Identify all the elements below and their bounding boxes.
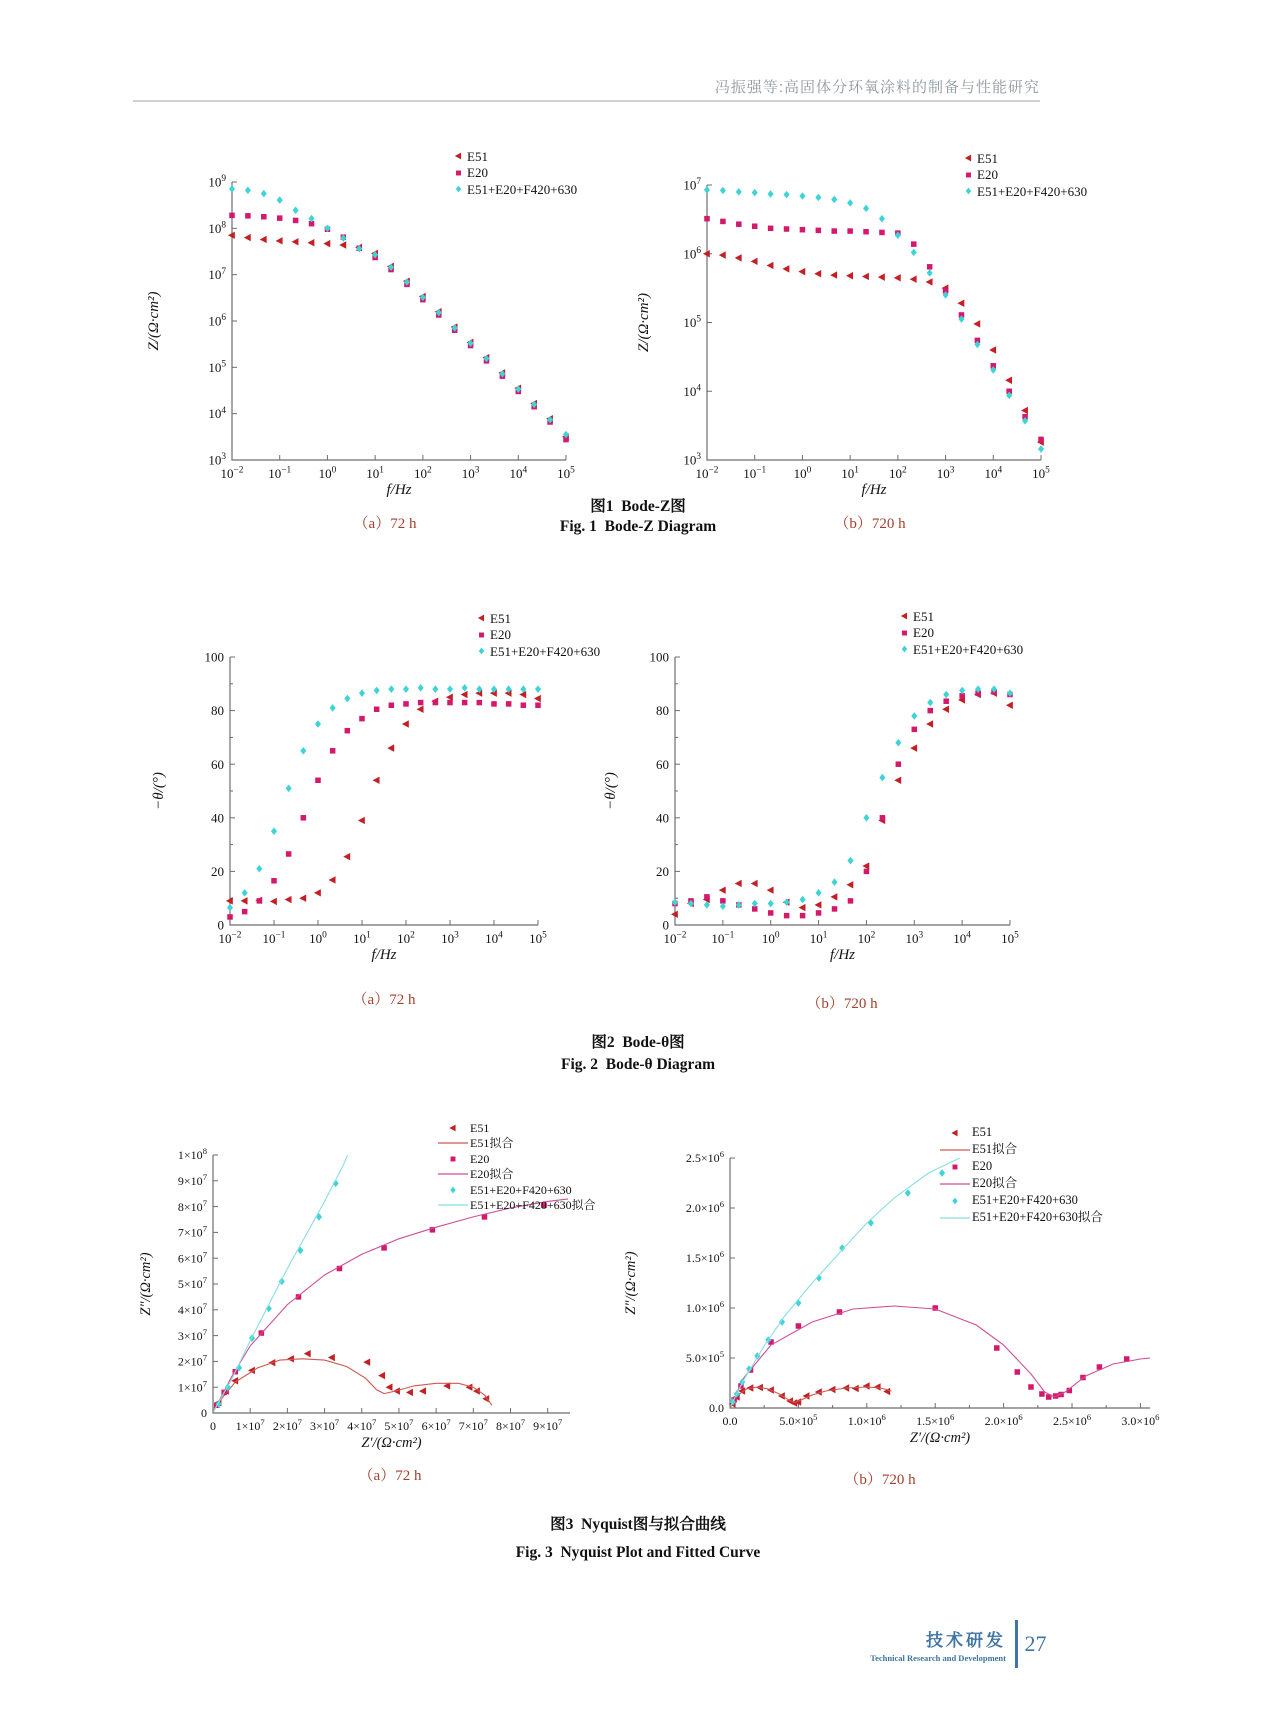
- svg-text:60: 60: [211, 756, 224, 772]
- svg-text:40: 40: [211, 810, 224, 826]
- svg-text:100: $10^0$: [309, 930, 327, 946]
- series-marker-icon: [452, 168, 465, 178]
- svg-text:1.5×106: $1.5\times 10^6$: [916, 1411, 955, 1428]
- legend-item: [438, 1198, 596, 1214]
- svg-text:105: $10^5$: [208, 359, 226, 375]
- svg-text:2.5×106: $2.5\times 10^6$: [685, 1149, 724, 1166]
- svg-text:1×108: $1\times 10^8$: [177, 1146, 207, 1163]
- svg-text:10−2: $10^{-2}$: [695, 465, 719, 481]
- svg-text:106: $10^6$: [683, 245, 701, 262]
- legend-label: E51+E20+F420+630: [913, 641, 1024, 657]
- svg-text:101: $10^1$: [841, 465, 859, 481]
- legend-label: E51+E20+F420+630: [977, 183, 1088, 199]
- svg-text:8×107: $8\times 10^7$: [177, 1197, 207, 1214]
- svg-text:f/Hz: f/Hz: [829, 947, 856, 963]
- svg-text:6×107: $6\times 10^7$: [421, 1416, 451, 1433]
- svg-text:104: $10^4$: [208, 405, 226, 422]
- legend-item: [475, 610, 600, 627]
- svg-text:Z′/(Ω·cm²): Z′/(Ω·cm²): [909, 1430, 971, 1446]
- legend-item: [940, 1158, 1103, 1175]
- svg-text:20: 20: [211, 863, 224, 879]
- series-marker-icon: [898, 611, 911, 621]
- svg-text:103: $10^3$: [441, 930, 459, 946]
- svg-text:0: 0: [217, 917, 224, 933]
- svg-text:0: 0: [210, 1419, 216, 1433]
- legend-item: [962, 150, 1087, 167]
- bode-z-720h-chart: [595, 160, 1065, 505]
- legend-item: [940, 1175, 1103, 1192]
- legend-label: E51+E20+F420+630: [490, 643, 601, 659]
- svg-text:103: $10^3$: [461, 465, 480, 481]
- svg-text:10−2: $10^{-2}$: [218, 930, 242, 946]
- legend-item: [475, 627, 600, 644]
- series-marker-icon: [940, 1196, 970, 1206]
- series-marker-icon: [475, 630, 488, 640]
- svg-text:104: $10^4$: [953, 930, 971, 946]
- series-marker-icon: [475, 613, 488, 623]
- fig3-title-cn: 图3 Nyquist图与拟合曲线: [550, 1516, 726, 1533]
- legend-item: [940, 1209, 1103, 1226]
- legend-label: E51: [490, 610, 511, 626]
- svg-text:109: $10^9$: [208, 174, 226, 190]
- series-marker-icon: [438, 1123, 468, 1133]
- svg-text:1.5×106: $1.5\times 10^6$: [685, 1249, 724, 1266]
- fig2-title-en: Fig. 2 Bode-θ Diagram: [560, 1056, 716, 1073]
- legend-label: E20拟合: [972, 1176, 1018, 1191]
- series-marker-icon: [940, 1162, 970, 1172]
- legend-item: [940, 1124, 1103, 1141]
- legend-label: E51+E20+F420+630: [972, 1193, 1078, 1208]
- fit-line-swatch-icon: [940, 1145, 970, 1155]
- fig1-title-cn: 图1 Bode-Z图: [590, 498, 686, 515]
- svg-text:100: $10^0$: [318, 465, 337, 481]
- svg-text:Z″/(Ω·cm²): Z″/(Ω·cm²): [623, 1251, 639, 1315]
- legend-label: E51: [470, 1120, 490, 1135]
- series-marker-icon: [475, 646, 488, 656]
- legend-item: [898, 625, 1023, 642]
- svg-text:40: 40: [656, 810, 669, 826]
- legend-label: E20: [972, 1159, 993, 1174]
- svg-text:1.0×106: $1.0\times 10^6$: [847, 1411, 886, 1428]
- legend-item: [438, 1182, 596, 1198]
- svg-text:103: $10^3$: [905, 930, 924, 946]
- svg-text:1×107: $1\times 10^7$: [235, 1416, 265, 1433]
- legend-label: E51拟合: [470, 1136, 514, 1151]
- fit-line-swatch-icon: [940, 1179, 970, 1189]
- svg-text:10−1: $10^{-1}$: [711, 930, 735, 946]
- svg-text:0: 0: [662, 917, 669, 933]
- fig2-title-cn: 图2 Bode-θ图: [591, 1034, 685, 1051]
- svg-text:100: 100: [649, 649, 669, 665]
- svg-text:−θ/(°): −θ/(°): [603, 772, 619, 810]
- legend-item: [898, 608, 1023, 625]
- svg-text:Z″/(Ω·cm²): Z″/(Ω·cm²): [138, 1252, 154, 1316]
- svg-text:2×107: $2\times 10^7$: [272, 1416, 302, 1433]
- svg-text:102: $10^2$: [414, 465, 432, 481]
- svg-text:7×107: $7\times 10^7$: [177, 1223, 207, 1240]
- footer-section-en: Technical Research and Development: [870, 1652, 1006, 1663]
- legend-label: E51: [467, 148, 488, 164]
- svg-text:f/Hz: f/Hz: [386, 482, 412, 498]
- svg-text:10−1: $10^{-1}$: [743, 465, 767, 481]
- svg-text:7×107: $7\times 10^7$: [458, 1416, 488, 1433]
- svg-text:0: 0: [201, 1406, 207, 1421]
- svg-text:107: $10^7$: [208, 266, 226, 283]
- svg-text:1×107: $1\times 10^7$: [177, 1378, 207, 1395]
- svg-text:2.0×106: $2.0\times 10^6$: [984, 1411, 1023, 1428]
- svg-text:0.0: 0.0: [709, 1401, 724, 1416]
- svg-text:2.0×106: $2.0\times 10^6$: [685, 1199, 724, 1216]
- svg-text:107: $10^7$: [683, 177, 701, 193]
- fig3b-legend: [940, 1124, 1103, 1226]
- fig3-title-en: Fig. 3 Nyquist Plot and Fitted Curve: [515, 1544, 761, 1561]
- fig1a-legend: [452, 148, 577, 198]
- svg-text:5×107: $5\times 10^7$: [177, 1275, 207, 1292]
- legend-item: [452, 148, 577, 165]
- fit-line-swatch-icon: [438, 1169, 468, 1179]
- svg-text:80: 80: [211, 703, 224, 719]
- series-marker-icon: [962, 170, 975, 180]
- legend-item: [940, 1192, 1103, 1209]
- svg-text:100: $10^0$: [793, 465, 812, 481]
- svg-text:3×107: $3\times 10^7$: [177, 1326, 207, 1343]
- svg-text:80: 80: [656, 703, 669, 719]
- svg-text:105: $10^5$: [683, 314, 701, 331]
- svg-text:4×107: $4\times 10^7$: [347, 1416, 377, 1433]
- svg-text:Z/(Ω·cm²): Z/(Ω·cm²): [636, 292, 652, 353]
- svg-text:f/Hz: f/Hz: [371, 947, 397, 963]
- svg-text:103: $10^3$: [936, 465, 955, 481]
- fig2a-legend: [475, 610, 600, 660]
- svg-text:8×107: $8\times 10^7$: [495, 1416, 526, 1433]
- legend-label: E20: [977, 167, 998, 183]
- svg-text:10−1: $10^{-1}$: [262, 930, 286, 946]
- page-number: 27: [1024, 1631, 1047, 1656]
- footer-section-label: [828, 1626, 1006, 1663]
- svg-text:5×107: $5\times 10^7$: [384, 1416, 414, 1433]
- series-marker-icon: [940, 1128, 970, 1138]
- svg-text:2×107: $2\times 10^7$: [177, 1352, 207, 1369]
- svg-text:101: $10^1$: [353, 930, 371, 946]
- svg-text:101: $10^1$: [809, 930, 828, 946]
- fig2a-caption: （a）72 h: [352, 992, 416, 1008]
- legend-label: E20: [913, 625, 934, 641]
- legend-label: E51: [977, 150, 998, 166]
- svg-text:105: $10^5$: [1001, 930, 1019, 946]
- svg-text:1.0×106: $1.0\times 10^6$: [685, 1299, 724, 1316]
- svg-text:104: $10^4$: [984, 465, 1003, 481]
- legend-item: [452, 181, 577, 198]
- fig1-title-en: Fig. 1 Bode-Z Diagram: [559, 518, 717, 535]
- legend-label: E51拟合: [972, 1142, 1018, 1157]
- svg-text:102: $10^2$: [857, 930, 876, 946]
- svg-text:108: $10^8$: [208, 220, 226, 236]
- legend-label: E51+E20+F420+630: [470, 1182, 572, 1197]
- fig2b-legend: [898, 608, 1023, 658]
- svg-text:100: 100: [204, 649, 224, 665]
- fig1b-caption: （b）720 h: [834, 516, 906, 532]
- series-marker-icon: [962, 153, 975, 163]
- footer-divider: [1015, 1620, 1018, 1668]
- svg-text:3×107: $3\times 10^7$: [310, 1416, 340, 1433]
- svg-text:104: $10^4$: [509, 465, 528, 481]
- svg-text:104: $10^4$: [485, 930, 503, 946]
- svg-text:103: $10^3$: [208, 452, 226, 468]
- series-marker-icon: [898, 644, 911, 654]
- legend-label: E51: [972, 1125, 993, 1140]
- svg-text:20: 20: [656, 863, 669, 879]
- legend-item: [962, 183, 1087, 200]
- page-footer: [828, 1620, 1047, 1668]
- legend-item: [438, 1120, 596, 1136]
- svg-text:9×107: $9\times 10^7$: [177, 1171, 207, 1188]
- fig3b-caption: （b）720 h: [844, 1472, 916, 1488]
- svg-text:106: $10^6$: [208, 313, 226, 329]
- legend-item: [452, 165, 577, 182]
- svg-text:105: $10^5$: [529, 930, 547, 946]
- svg-text:102: $10^2$: [397, 930, 415, 946]
- legend-label: E51+E20+F420+630: [467, 181, 578, 197]
- svg-text:−θ/(°): −θ/(°): [151, 772, 167, 810]
- svg-text:3.0×106: $3.0\times 10^6$: [1121, 1411, 1160, 1428]
- fig3a-caption: （a）72 h: [358, 1468, 422, 1484]
- fig2b-caption: （b）720 h: [806, 996, 878, 1012]
- svg-text:f/Hz: f/Hz: [861, 482, 887, 498]
- legend-item: [438, 1151, 596, 1167]
- legend-item: [962, 167, 1087, 184]
- fig1a-caption: （a）72 h: [353, 516, 417, 532]
- series-marker-icon: [438, 1185, 468, 1195]
- page-header-title: 冯振强等:高固体分环氧涂料的制备与性能研究: [714, 79, 1040, 96]
- header-rule: [133, 100, 1040, 102]
- svg-text:100: $10^0$: [761, 930, 780, 946]
- svg-text:0.0: 0.0: [722, 1414, 738, 1428]
- series-marker-icon: [438, 1154, 468, 1164]
- svg-text:102: $10^2$: [889, 465, 907, 481]
- legend-item: [438, 1167, 596, 1183]
- legend-label: E20: [490, 627, 511, 643]
- bode-z-72h-chart: [140, 160, 590, 505]
- series-marker-icon: [898, 628, 911, 638]
- svg-text:9×107: $9\times 10^7$: [533, 1416, 563, 1433]
- svg-text:10−2: $10^{-2}$: [663, 930, 687, 946]
- svg-text:105: $10^5$: [1032, 465, 1050, 481]
- series-marker-icon: [452, 184, 465, 194]
- legend-label: E51+E20+F420+630拟合: [470, 1198, 596, 1213]
- svg-text:101: $10^1$: [366, 465, 384, 481]
- svg-text:10−2: $10^{-2}$: [220, 465, 244, 481]
- svg-text:10−1: $10^{-1}$: [268, 465, 292, 481]
- legend-label: E51+E20+F420+630拟合: [972, 1210, 1103, 1225]
- legend-item: [940, 1141, 1103, 1158]
- legend-item: [475, 643, 600, 660]
- svg-text:4×107: $4\times 10^7$: [177, 1300, 207, 1317]
- legend-label: E20: [470, 1151, 490, 1166]
- svg-text:Z′/(Ω·cm²): Z′/(Ω·cm²): [361, 1435, 422, 1451]
- footer-section-cn: 技术研发: [926, 1630, 1006, 1650]
- svg-text:103: $10^3$: [683, 452, 701, 468]
- svg-text:105: $10^5$: [557, 465, 575, 481]
- fit-line-swatch-icon: [940, 1213, 970, 1223]
- svg-text:Z/(Ω·cm²): Z/(Ω·cm²): [146, 291, 162, 351]
- fig1b-legend: [962, 150, 1087, 200]
- legend-item: [898, 641, 1023, 658]
- svg-text:5.0×105: $5.0\times 10^5$: [685, 1349, 724, 1366]
- svg-text:5.0×105: $5.0\times 10^5$: [779, 1411, 818, 1428]
- fit-line-swatch-icon: [438, 1200, 468, 1210]
- fit-line-swatch-icon: [438, 1138, 468, 1148]
- svg-text:2.5×106: $2.5\times 10^6$: [1052, 1411, 1092, 1428]
- legend-label: E20: [467, 165, 488, 181]
- svg-text:6×107: $6\times 10^7$: [177, 1249, 207, 1266]
- legend-item: [438, 1136, 596, 1152]
- svg-text:60: 60: [656, 756, 669, 772]
- series-marker-icon: [452, 151, 465, 161]
- legend-label: E20拟合: [470, 1167, 514, 1182]
- legend-label: E51: [913, 608, 934, 624]
- fig3a-legend: [438, 1120, 596, 1213]
- svg-text:104: $10^4$: [683, 383, 701, 399]
- series-marker-icon: [962, 186, 975, 196]
